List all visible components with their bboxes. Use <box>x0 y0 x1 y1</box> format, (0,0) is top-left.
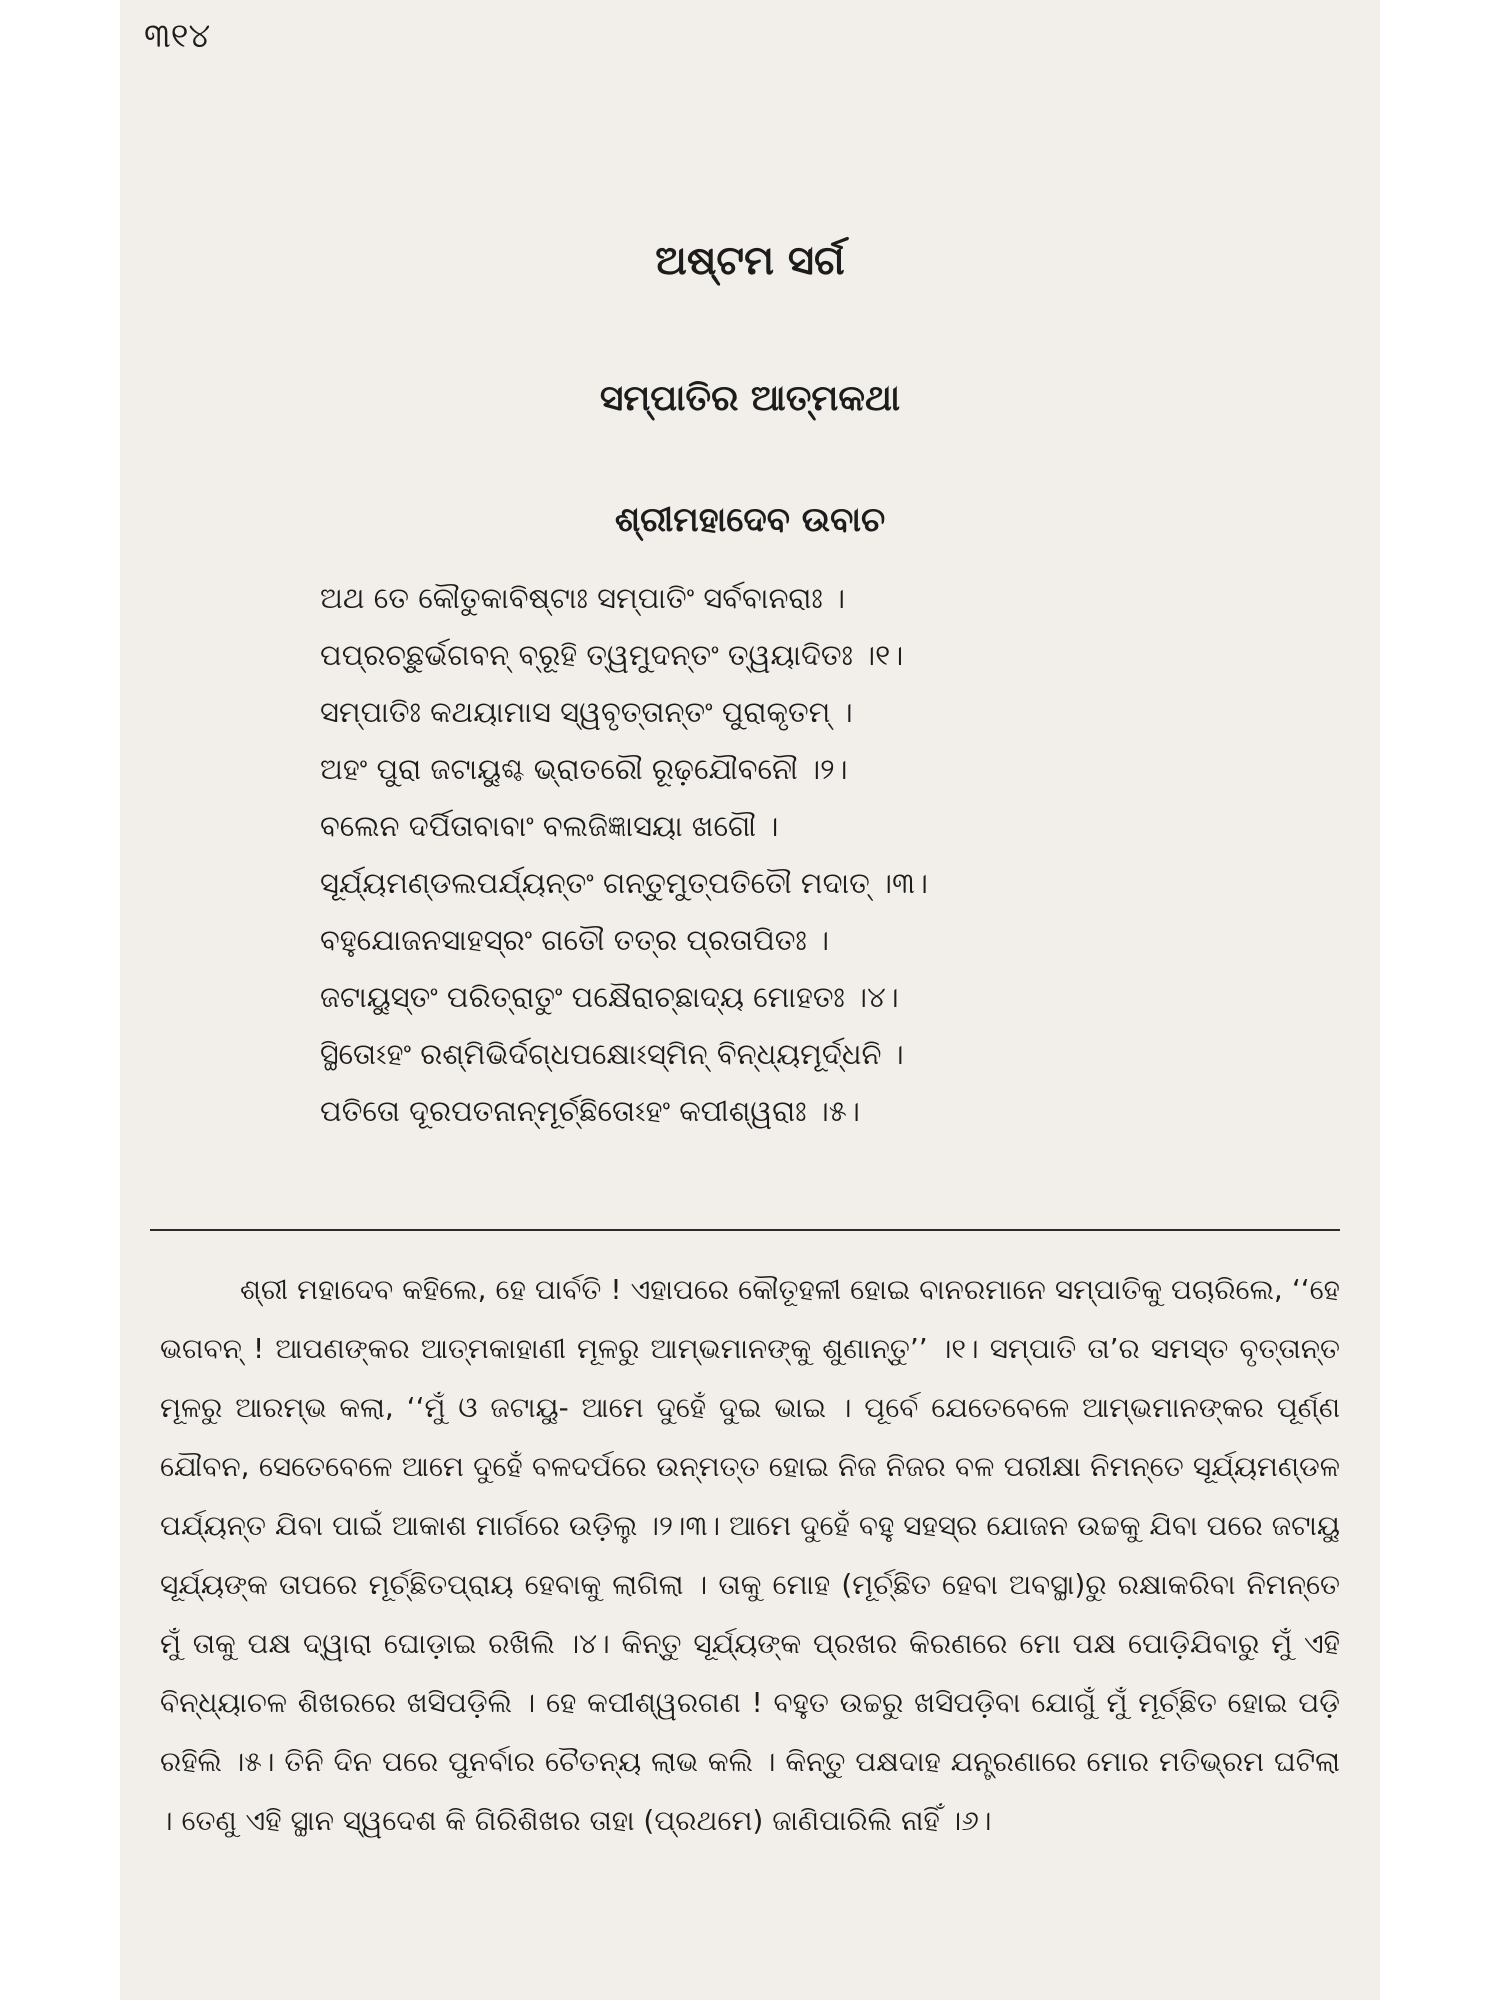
verse-line: ଅହଂ ପୁରା ଜଟାୟୁଶ୍ଚ ଭ୍ରାତରୌ ରୂଢ଼ଯୌବନୌ ।୨। <box>320 752 848 786</box>
verse-line: ବଲେନ ଦର୍ପିତାବାବାଂ ବଲଜିଜ୍ଞାସୟା ଖଗୌ । <box>320 809 779 843</box>
section-title: ସମ୍ପାତିର ଆତ୍ମକଥା <box>599 378 901 419</box>
verse-line: ସମ୍ପାତିଃ କଥୟାମାସ ସ୍ୱବୃତ୍ତାନ୍ତଂ ପୁରାକୃତମ୍ । <box>320 695 853 729</box>
chapter-title: ଅଷ୍ଟମ ସର୍ଗ <box>655 238 845 284</box>
verse-line: ପତିତୋ ଦୂରପତନାନ୍ମୂର୍ଚ୍ଛିତୋଽହଂ କପୀଶ୍ୱରାଃ ।୫। <box>320 1094 860 1128</box>
verse-line: ବହୁଯୋଜନସାହସ୍ରଂ ଗତୌ ତତ୍ର ପ୍ରତାପିତଃ । <box>320 923 829 957</box>
section-divider <box>150 1229 1340 1231</box>
verse-line: ଅଥ ତେ କୌତୁକାବିଷ୍ଟାଃ ସମ୍ପାତିଂ ସର୍ବବାନରାଃ । <box>320 581 846 615</box>
verse-line: ସ୍ଥିତୋଽହଂ ରଶ୍ମିଭିର୍ଦଗ୍ଧପକ୍ଷୋଽସ୍ମିନ୍ ବିନ୍ଧ୍ୟମୂର୍ଦ୍ଧନି । <box>320 1037 904 1071</box>
verse-line: ଜଟାୟୁସ୍ତଂ ପରିତ୍ରାତୁଂ ପକ୍ଷୈରାଚ୍ଛାଦ୍ୟ ମୋହତଃ ।୪। <box>320 980 899 1014</box>
book-page <box>120 0 1380 2000</box>
verse-line: ପପ୍ରଚ୍ଛୁର୍ଭଗବନ୍ ବ୍ରୂହି ତ୍ୱମୁଦନ୍ତଂ ତ୍ୱୟାଦିତଃ ।୧। <box>320 638 904 672</box>
page-number: ୩୧୪ <box>144 16 211 56</box>
translation-paragraph: ଶ୍ରୀ ମହାଦେବ କହିଲେ, ହେ ପାର୍ବତି ! ଏହାପରେ କୌତୂହଳୀ ହୋଇ ବାନରମାନେ ସମ୍ପାତିକୁ ପଚାରିଲେ, ‘‘ହେ ଭଗବନ୍ ! ଆପଣଙ୍କର ଆତ୍ମକାହାଣୀ ମୂଳରୁ ଆମ୍ଭମାନଙ୍କୁ ଶୁଣାନ୍ତୁ’’ ।୧। ସମ୍ପାତି ତା’ର ସମସ୍ତ ବୃତ୍ତାନ୍ତ ମୂଳରୁ ଆରମ୍ଭ କଲା, ‘‘ମୁଁ ଓ ଜଟାୟୁ- ଆମେ ଦୁହେଁ ଦୁଇ ଭାଇ । ପୂର୍ବେ ଯେତେବେଳେ ଆମ୍ଭମାନଙ୍କର ପୂର୍ଣ୍ଣ ଯୌବନ, ସେତେବେଳେ ଆମେ ଦୁହେଁ ବଳଦର୍ପରେ ଉନ୍ମତ୍ତ ହୋଇ ନିଜ ନିଜର ବଳ ପରୀକ୍ଷା ନିମନ୍ତେ ସୂର୍ଯ୍ୟମଣ୍ଡଳ ପର୍ଯ୍ୟନ୍ତ ଯିବା ପାଇଁ ଆକାଶ ମାର୍ଗରେ ଉଡ଼ିଲୁ ।୨।୩। ଆମେ ଦୁହେଁ ବହୁ ସହସ୍ର ଯୋଜନ ଉଚ୍ଚକୁ ଯିବା ପରେ ଜଟାୟୁ ସୂର୍ଯ୍ୟଙ୍କ ତାପରେ ମୂର୍ଚ୍ଛିତପ୍ରାୟ ହେବାକୁ ଲାଗିଲା । ତାକୁ ମୋହ (ମୂର୍ଚ୍ଛିତ ହେବା ଅବସ୍ଥା)ରୁ ରକ୍ଷାକରିବା ନିମନ୍ତେ ମୁଁ ତାକୁ ପକ୍ଷ ଦ୍ୱାରା ଘୋଡ଼ାଇ ରଖିଲି ।୪। କିନ୍ତୁ ସୂର୍ଯ୍ୟଙ୍କ ପ୍ରଖର କିରଣରେ ମୋ ପକ୍ଷ ପୋଡ଼ିଯିବାରୁ ମୁଁ ଏହି ବିନ୍ଧ୍ୟାଚଳ ଶିଖରରେ ଖସିପଡ଼ିଲି । ହେ କପୀଶ୍ୱରଗଣ ! ବହୁତ ଉଚ୍ଚରୁ ଖସିପଡ଼ିବା ଯୋଗୁଁ ମୁଁ ମୂର୍ଚ୍ଛିତ ହୋଇ ପଡ଼ି ରହିଲି ।୫। ତିନି ଦିନ ପରେ ପୁନର୍ବାର ଚୈତନ୍ୟ ଲାଭ କଲି । କିନ୍ତୁ ପକ୍ଷଦାହ ଯନ୍ତ୍ରଣାରେ ମୋର ମତିଭ୍ରମ ଘଟିଲା । ତେଣୁ ଏହି ସ୍ଥାନ ସ୍ୱଦେଶ କି ଗିରିଶିଖର ତାହା (ପ୍ରଥମେ) ଜାଣିପାରିଲି ନାହିଁ ।୬। <box>160 1273 1340 1837</box>
speaker-heading: ଶ୍ରୀମହାଦେବ ଉବାଚ <box>614 500 886 540</box>
verse-line: ସୂର୍ଯ୍ୟମଣ୍ଡଲପର୍ଯ୍ୟନ୍ତଂ ଗନ୍ତୁମୁତ୍ପତିତୌ ମଦାତ୍ ।୩। <box>320 866 928 900</box>
sanskrit-verses <box>320 570 1280 1140</box>
